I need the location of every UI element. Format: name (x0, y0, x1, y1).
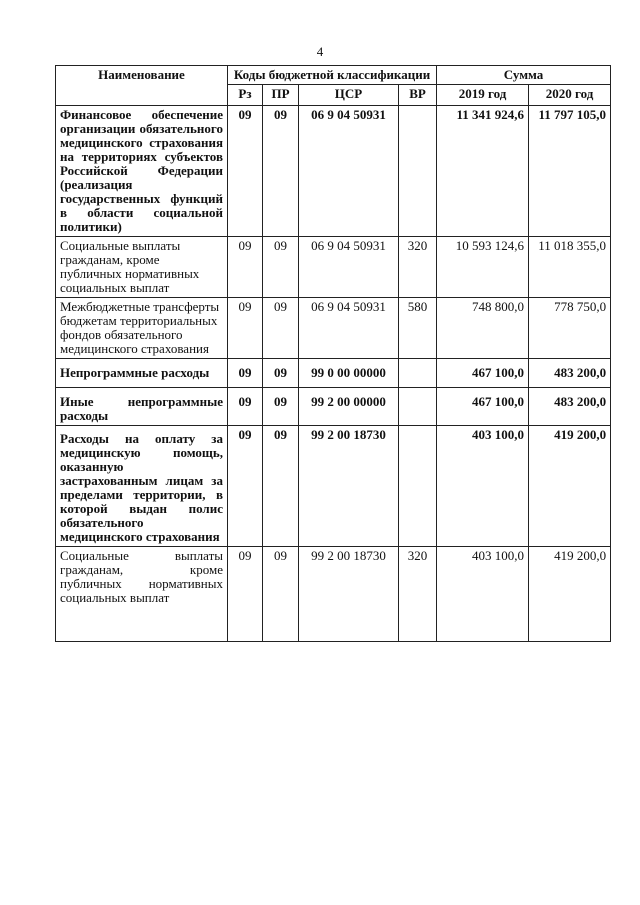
row-rz: 09 (228, 388, 263, 426)
row-csr: 99 2 00 18730 (299, 426, 399, 547)
row-2019: 403 100,0 (437, 547, 529, 642)
row-pr: 09 (263, 106, 299, 237)
table-row (56, 298, 611, 359)
header-csr: ЦСР (299, 85, 399, 106)
row-2019: 10 593 124,6 (437, 237, 529, 298)
row-name: Социальные выплаты гражданам, кроме публичных нормативных социальных выплат (56, 547, 228, 642)
row-name: Межбюджетные трансферты бюджетам территориальных фондов обязательного медицинского страхования (56, 298, 228, 359)
table-row (56, 388, 611, 426)
row-2019: 403 100,0 (437, 426, 529, 547)
table-row (56, 106, 611, 237)
header-name: Наименование (56, 66, 228, 106)
row-name: Непрограммные расходы (56, 359, 228, 388)
row-csr: 99 2 00 18730 (299, 547, 399, 642)
row-2019: 748 800,0 (437, 298, 529, 359)
header-vr: ВР (399, 85, 437, 106)
row-vr: 320 (399, 547, 437, 642)
row-name: Социальные выплаты гражданам, кроме публичных нормативных социальных выплат (56, 237, 228, 298)
row-2019: 467 100,0 (437, 388, 529, 426)
row-csr: 06 9 04 50931 (299, 106, 399, 237)
row-2020: 419 200,0 (529, 547, 611, 642)
row-rz: 09 (228, 426, 263, 547)
header-2020: 2020 год (529, 85, 611, 106)
row-name: Расходы на оплату за медицинскую помощь, оказанную застрахованным лицам за пределами территории, в которой выдан полис обязательного медицинского страхования (56, 426, 228, 547)
row-name: Иные непрограммные расходы (56, 388, 228, 426)
header-pr: ПР (263, 85, 299, 106)
row-2019: 11 341 924,6 (437, 106, 529, 237)
row-vr: 320 (399, 237, 437, 298)
row-pr: 09 (263, 547, 299, 642)
row-csr: 06 9 04 50931 (299, 237, 399, 298)
row-vr (399, 106, 437, 237)
page-number: 4 (316, 44, 324, 59)
row-pr: 09 (263, 298, 299, 359)
table-row (56, 359, 611, 388)
row-rz: 09 (228, 298, 263, 359)
row-2020: 11 797 105,0 (529, 106, 611, 237)
row-2020: 778 750,0 (529, 298, 611, 359)
row-vr (399, 359, 437, 388)
row-vr (399, 388, 437, 426)
row-vr (399, 426, 437, 547)
table-row (56, 237, 611, 298)
row-pr: 09 (263, 388, 299, 426)
row-2020: 419 200,0 (529, 426, 611, 547)
header-codes: Коды бюджетной классификации (228, 66, 437, 85)
row-name: Финансовое обеспечение организации обязательного медицинского страхования на территориях субъектов Российской Федерации (реализация государственных функций в области социальной политики) (56, 106, 228, 237)
budget-table (55, 65, 611, 642)
row-rz: 09 (228, 237, 263, 298)
row-pr: 09 (263, 237, 299, 298)
row-pr: 09 (263, 359, 299, 388)
header-rz: Рз (228, 85, 263, 106)
header-2019: 2019 год (437, 85, 529, 106)
row-rz: 09 (228, 547, 263, 642)
row-rz: 09 (228, 359, 263, 388)
table-row (56, 547, 611, 642)
row-csr: 99 0 00 00000 (299, 359, 399, 388)
row-csr: 99 2 00 00000 (299, 388, 399, 426)
row-vr: 580 (399, 298, 437, 359)
row-2019: 467 100,0 (437, 359, 529, 388)
table-row (56, 426, 611, 547)
row-csr: 06 9 04 50931 (299, 298, 399, 359)
row-2020: 483 200,0 (529, 359, 611, 388)
header-sum: Сумма (437, 66, 611, 85)
row-pr: 09 (263, 426, 299, 547)
row-2020: 11 018 355,0 (529, 237, 611, 298)
row-2020: 483 200,0 (529, 388, 611, 426)
row-rz: 09 (228, 106, 263, 237)
